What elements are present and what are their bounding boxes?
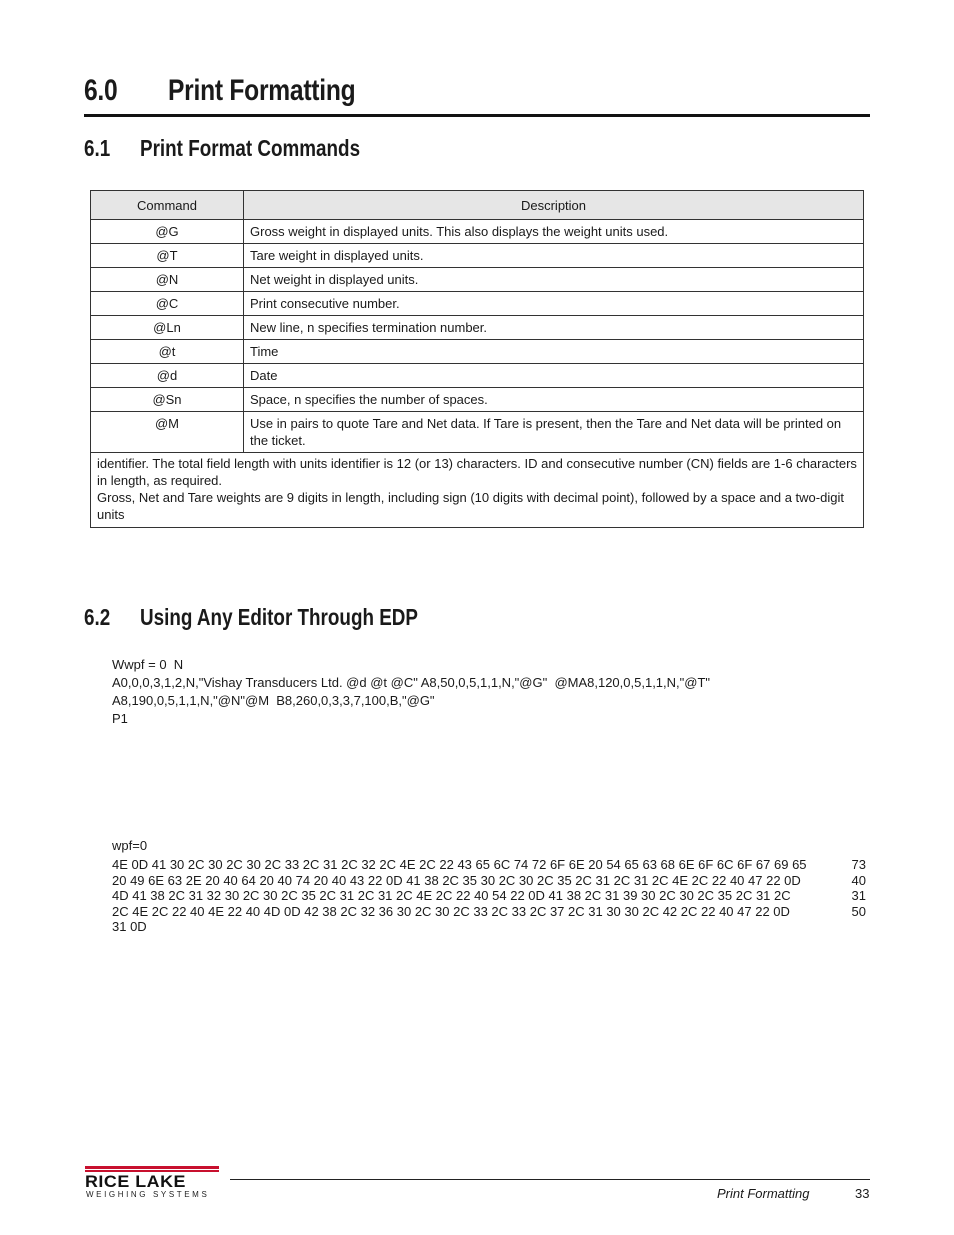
hex-trailing-byte: 31 (851, 888, 866, 903)
rice-lake-logo (85, 1166, 225, 1202)
page-number: 33 (855, 1186, 870, 1201)
hex-bytes: 4D 41 38 2C 31 32 30 2C 30 2C 35 2C 31 2C 31 2C 4E 2C 22 40 54 22 0D 41 38 2C 31 39 30 2C 30 2C 35 2C 31 2C (112, 888, 791, 903)
section-title: Using Any Editor Through EDP (140, 604, 419, 630)
section-title: Print Format Commands (140, 135, 361, 161)
description-cell: Use in pairs to quote Tare and Net data. If Tare is present, then the Tare and Net data will be printed on the ticket. (244, 412, 864, 453)
code-line: A8,190,0,5,1,1,N,"@N"@M B8,260,0,3,3,7,100,B,"@G" (112, 693, 435, 708)
command-cell: @C (91, 292, 244, 316)
command-cell: @M (91, 412, 244, 453)
section-number: 6.1 (84, 135, 111, 161)
print-format-commands-table (90, 190, 864, 528)
description-cell: Print consecutive number. (244, 292, 864, 316)
chapter-number: 6.0 (84, 74, 118, 107)
description-cell: Gross weight in displayed units. This also displays the weight units used. (244, 220, 864, 244)
hex-line (112, 857, 866, 873)
hex-bytes: 4E 0D 41 30 2C 30 2C 30 2C 33 2C 31 2C 32 2C 4E 2C 22 43 65 6C 74 72 6F 6E 20 54 65 63 68 6E 6F 6C 6F 67 69 65 (112, 857, 807, 872)
table-note-line: Gross, Net and Tare weights are 9 digits in length, including sign (10 digits with decimal point), followed by a space and a two-digit units (97, 490, 844, 522)
table-row (91, 268, 864, 292)
section-heading-6-1 (84, 135, 784, 163)
hex-bytes: 2C 4E 2C 22 40 4E 22 40 4D 0D 42 38 2C 32 36 30 2C 30 2C 33 2C 33 2C 37 2C 31 30 30 2C 42 2C 22 40 47 22 0D (112, 903, 790, 919)
description-cell: Time (244, 340, 864, 364)
hex-bytes: 20 49 6E 63 2E 20 40 64 20 40 74 20 40 43 22 0D 41 38 2C 35 30 2C 30 2C 35 2C 31 2C 31 2C 4E 2C 22 40 47 22 0D (112, 872, 801, 888)
footer-rule (230, 1179, 870, 1180)
section-heading-6-2 (84, 604, 784, 632)
table-row (91, 388, 864, 412)
command-cell: @G (91, 220, 244, 244)
hex-trailing-byte: 73 (851, 857, 866, 872)
command-cell: @t (91, 340, 244, 364)
table-row (91, 316, 864, 340)
chapter-heading (84, 72, 870, 117)
hex-bytes: 31 0D (112, 919, 147, 934)
table-row (91, 244, 864, 268)
command-cell: @T (91, 244, 244, 268)
code-line: A0,0,0,3,1,2,N,"Vishay Transducers Ltd. @d @t @C" A8,50,0,5,1,1,N,"@G" @MA8,120,0,5,1,1,N,"@T" (112, 675, 711, 690)
description-cell: Date (244, 364, 864, 388)
hex-trailing-byte: 40 (851, 872, 866, 888)
description-cell: Space, n specifies the number of spaces. (244, 388, 864, 412)
logo-wordmark: RICE LAKE (85, 1172, 186, 1191)
code-line: Wwpf = 0 N (112, 657, 184, 672)
table-note-line: identifier. The total field length with units identifier is 12 (or 13) characters. ID and consecutive number (CN) fields are 1-6 characters in length, as required. (97, 456, 857, 488)
description-cell: Net weight in displayed units. (244, 268, 864, 292)
hex-trailing-byte: 50 (851, 903, 866, 919)
column-header-command: Command (91, 191, 244, 220)
command-cell: @Ln (91, 316, 244, 340)
description-cell: Tare weight in displayed units. (244, 244, 864, 268)
table-row (91, 364, 864, 388)
chapter-title: Print Formatting (168, 74, 356, 107)
hex-label: wpf=0 (112, 838, 148, 853)
edp-code-block (112, 656, 710, 728)
column-header-description: Description (244, 191, 864, 220)
footer-section-title: Print Formatting (717, 1186, 810, 1201)
table-note-cell (91, 453, 864, 528)
command-cell: @Sn (91, 388, 244, 412)
logo-tagline: WEIGHING SYSTEMS (86, 1190, 210, 1199)
command-cell: @N (91, 268, 244, 292)
table-note-row (91, 453, 864, 528)
hex-dump-block (112, 857, 866, 935)
hex-line (112, 873, 866, 889)
table-row (91, 220, 864, 244)
command-cell: @d (91, 364, 244, 388)
section-number: 6.2 (84, 604, 111, 630)
table-row (91, 292, 864, 316)
table-row (91, 412, 864, 453)
hex-line (112, 888, 866, 904)
table-row (91, 340, 864, 364)
code-line: P1 (112, 711, 128, 726)
description-cell: New line, n specifies termination number. (244, 316, 864, 340)
hex-line (112, 919, 866, 935)
logo-red-stripe (85, 1166, 219, 1169)
table-header-row (91, 191, 864, 220)
hex-line (112, 904, 866, 920)
